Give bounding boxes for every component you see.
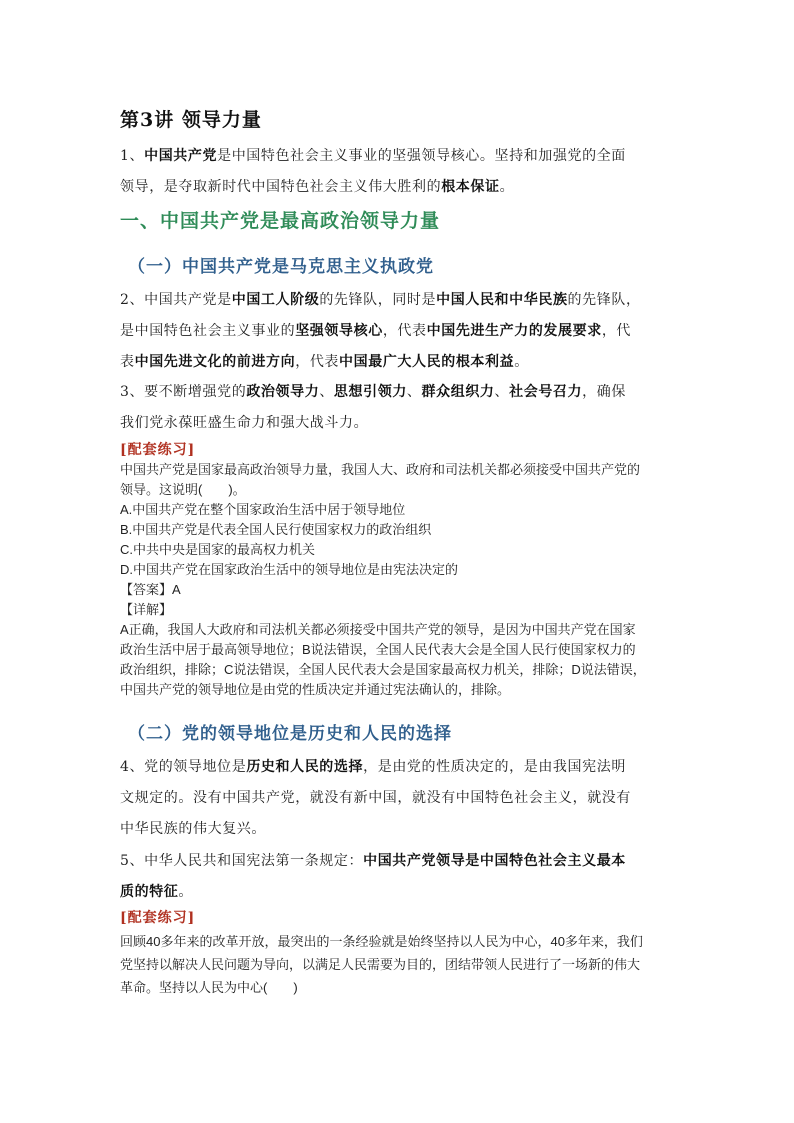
paragraph-1 bbox=[120, 141, 676, 203]
subsection-heading-1: （一）中国共产党是马克思主义执政党 bbox=[128, 257, 434, 277]
page-title: 第3讲 领导力量 bbox=[120, 109, 262, 131]
practice-label-2: [配套练习] bbox=[120, 910, 196, 926]
text: 。 bbox=[499, 179, 515, 195]
detail-text: 政治组织，排除；C说法错误，全国人民代表大会是国家最高权力机关，排除；D说法错误， bbox=[120, 662, 646, 677]
practice-label: [配套练习] bbox=[120, 442, 196, 458]
detail-text: A正确，我国人大政府和司法机关都必须接受中国共产党的领导，是因为中国共产党在国家 bbox=[120, 622, 636, 637]
practice-question-1 bbox=[120, 460, 676, 700]
paragraph-5 bbox=[120, 846, 676, 908]
bold-text: 思想引领力 bbox=[333, 384, 407, 400]
text: 、 bbox=[494, 384, 510, 400]
text: ，代表 bbox=[295, 354, 340, 370]
bold-text: 质的特征 bbox=[120, 884, 179, 900]
text: ，是由党的性质决定的，是由我国宪法明 bbox=[363, 759, 626, 775]
question-text: 党坚持以解决人民问题为导向，以满足人民需要为目的，团结带领人民进行了一场新的伟大 bbox=[120, 957, 641, 972]
bold-text: 群众组织力 bbox=[421, 384, 495, 400]
bold-text: 坚强领导核心 bbox=[295, 323, 383, 339]
option-b: B.中国共产党是代表全国人民行使国家权力的政治组织 bbox=[120, 522, 432, 537]
bold-text: 中国最广大人民的根本利益 bbox=[339, 354, 515, 370]
text: 的先锋队，同时是 bbox=[319, 292, 437, 308]
text: 5、中华人民共和国宪法第一条规定： bbox=[120, 853, 364, 869]
paragraph-3 bbox=[120, 377, 676, 439]
question-text: 革命。坚持以人民为中心( ) bbox=[120, 980, 298, 995]
detail-text: 中国共产党的领导地位是由党的性质决定并通过宪法确认的，排除。 bbox=[120, 682, 511, 697]
text: 4、党的领导地位是 bbox=[120, 759, 247, 775]
text: 的先锋队， bbox=[567, 292, 641, 308]
bold-text: 中国共产党 bbox=[144, 148, 218, 164]
text: ，代表 bbox=[382, 323, 427, 339]
option-a: A.中国共产党在整个国家政治生活中居于领导地位 bbox=[120, 502, 406, 517]
text: 是中国特色社会主义事业的坚强领导核心。坚持和加强党的全面 bbox=[217, 148, 626, 164]
bold-text: 中国共产党领导是中国特色社会主义最本 bbox=[363, 853, 626, 869]
text: 文规定的。没有中国共产党，就没有新中国，就没有中国特色社会主义，就没有 bbox=[120, 790, 631, 806]
question-text: 回顾40多年来的改革开放，最突出的一条经验就是始终坚持以人民为中心，40多年来，我们 bbox=[120, 934, 643, 949]
option-c: C.中共中央是国家的最高权力机关 bbox=[120, 542, 316, 557]
text: 中华民族的伟大复兴。 bbox=[120, 821, 266, 837]
text: 1、 bbox=[120, 148, 145, 164]
option-d: D.中国共产党在国家政治生活中的领导地位是由宪法决定的 bbox=[120, 562, 459, 577]
text: ，确保 bbox=[582, 384, 626, 400]
text: 表 bbox=[120, 354, 135, 370]
question-text: 领导。这说明( )。 bbox=[120, 482, 246, 497]
bold-text: 社会号召力 bbox=[509, 384, 583, 400]
paragraph-2 bbox=[120, 285, 676, 378]
text: 3、要不断增强党的 bbox=[120, 384, 247, 400]
bold-text: 政治领导力 bbox=[246, 384, 320, 400]
text: 2、中国共产党是 bbox=[120, 292, 232, 308]
text: 。 bbox=[178, 884, 194, 900]
bold-text: 中国工人阶级 bbox=[231, 292, 320, 308]
bold-text: 中国人民和中华民族 bbox=[436, 292, 568, 308]
text: 、 bbox=[319, 384, 334, 400]
bold-text: 历史和人民的选择 bbox=[246, 759, 364, 775]
detail-text: 政治生活中居于最高领导地位；B说法错误，全国人民代表大会是全国人民行使国家权力的 bbox=[120, 642, 636, 657]
bold-text: 根本保证 bbox=[441, 179, 500, 195]
text: 是中国特色社会主义事业的 bbox=[120, 323, 296, 339]
text: ，代 bbox=[601, 323, 632, 339]
paragraph-4 bbox=[120, 752, 676, 845]
practice-question-2 bbox=[120, 930, 676, 999]
question-text: 中国共产党是国家最高政治领导力量，我国人大、政府和司法机关都必须接受中国共产党的 bbox=[120, 462, 641, 477]
text: 、 bbox=[406, 384, 422, 400]
answer-text: 【答案】A bbox=[120, 582, 181, 597]
section-heading-1: 一、中国共产党是最高政治领导力量 bbox=[120, 210, 441, 232]
subsection-heading-2: （二）党的领导地位是历史和人民的选择 bbox=[128, 724, 452, 744]
bold-text: 中国先进文化的前进方向 bbox=[134, 354, 296, 370]
text: 领导，是夺取新时代中国特色社会主义伟大胜利的 bbox=[120, 179, 442, 195]
bold-text: 中国先进生产力的发展要求 bbox=[426, 323, 602, 339]
text: 。 bbox=[514, 354, 529, 370]
detail-label: 【详解】 bbox=[120, 602, 173, 617]
text: 我们党永葆旺盛生命力和强大战斗力。 bbox=[120, 415, 369, 431]
